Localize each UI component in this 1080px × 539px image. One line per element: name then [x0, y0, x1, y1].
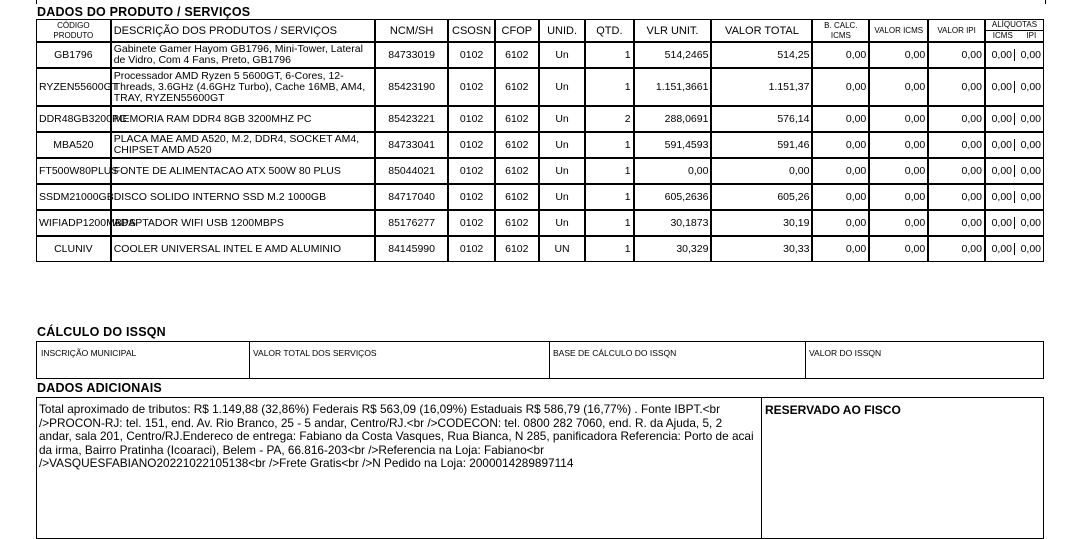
item-qty: 2 — [585, 106, 633, 132]
item-csosn: 0102 — [448, 106, 494, 132]
item-unit: Un — [539, 68, 585, 106]
table-row — [36, 236, 1044, 262]
item-valor-icms: 0,00 — [869, 42, 928, 68]
item-description: Processador AMD Ryzen 5 5600GT, 6-Cores, 12-Threads, 3.6GHz (4.6GHz Turbo), Cache 16MB, AM4, TRAY, RYZEN55600GT — [111, 68, 375, 106]
item-csosn: 0102 — [448, 42, 494, 68]
products-table — [36, 19, 1044, 262]
header-cfop: CFOP — [495, 19, 539, 42]
item-unit-price: 605,2636 — [634, 184, 712, 210]
item-valor-ipi: 0,00 — [928, 106, 985, 132]
item-unit: Un — [539, 158, 585, 184]
item-aliq-icms: 0,00 — [986, 191, 1015, 203]
table-row — [36, 184, 1044, 210]
adicionais-text: Total aproximado de tributos: R$ 1.149,88 (32,86%) Federais R$ 563,09 (16,09%) Estaduais R$ 586,79 (16,77%) . Fonte IBPT.<br />PROCON-RJ: tel. 151, end. Av. Rio Branco, 25 - 5 andar, Centro/RJ.<br />CODECON: tel. 0800 282 7060, end. R. da Ajuda, 5, 2 andar, sala 201, Centro/RJ.Endereco de entrega: Fabiano da Costa Vasques, Rua Bianca, N 285, panificadora Referencia: Porto de acai da irma, Bairro Pratinha (Icoaraci), Belem - PA, 66.816-203<br />Referencia na Loja: Fabiano<br />VASQUESFABIANO20221022105138<br />Frete Gratis<br />N Pedido na Loja: 2000014289897114 — [39, 402, 754, 471]
item-aliq-ipi: 0,00 — [1020, 217, 1042, 229]
item-aliq-ipi: 0,00 — [1020, 49, 1042, 61]
item-bcalc-icms: 0,00 — [812, 132, 869, 158]
reservado-fisco-label: RESERVADO AO FISCO — [765, 403, 901, 417]
header-aliq-icms: ICMS — [992, 31, 1013, 40]
section-title-products: DADOS DO PRODUTO / SERVIÇOS — [37, 5, 251, 19]
item-unit-price: 514,2465 — [634, 42, 712, 68]
item-valor-ipi: 0,00 — [928, 132, 985, 158]
item-total: 30,33 — [711, 236, 812, 262]
item-description: COOLER UNIVERSAL INTEL E AMD ALUMINIO — [111, 236, 375, 262]
item-valor-icms: 0,00 — [869, 210, 928, 236]
item-description: PLACA MAE AMD A520, M.2, DDR4, SOCKET AM4, CHIPSET AMD A520 — [111, 132, 375, 158]
item-code: CLUNIV — [36, 236, 111, 262]
item-unit-price: 30,1873 — [634, 210, 712, 236]
item-ncm: 84733019 — [375, 42, 449, 68]
item-aliquotas — [985, 106, 1044, 132]
item-description: ADAPTADOR WIFI USB 1200MBPS — [111, 210, 375, 236]
item-aliq-icms: 0,00 — [986, 139, 1015, 151]
issqn-inscricao-label: INSCRIÇÃO MUNICIPAL — [41, 348, 137, 358]
item-total: 1.151,37 — [711, 68, 812, 106]
header-bcalc-icms: B. CALC. ICMS — [812, 19, 869, 42]
item-aliquotas — [985, 42, 1044, 68]
item-code: MBA520 — [36, 132, 111, 158]
header-valor-ipi: VALOR IPI — [928, 19, 985, 42]
item-total: 30,19 — [711, 210, 812, 236]
item-qty: 1 — [585, 184, 633, 210]
header-valor-total: VALOR TOTAL — [711, 19, 812, 42]
products-table-body — [36, 42, 1044, 262]
item-description: Gabinete Gamer Hayom GB1796, Mini-Tower, Lateral de Vidro, Com 4 Fans, Preto, GB1796 — [111, 42, 375, 68]
item-bcalc-icms: 0,00 — [812, 184, 869, 210]
item-unit-price: 0,00 — [634, 158, 712, 184]
item-bcalc-icms: 0,00 — [812, 68, 869, 106]
item-unit: Un — [539, 106, 585, 132]
item-unit: Un — [539, 42, 585, 68]
table-row — [36, 42, 1044, 68]
item-description: FONTE DE ALIMENTACAO ATX 500W 80 PLUS — [111, 158, 375, 184]
item-ncm: 84717040 — [375, 184, 449, 210]
item-aliq-icms: 0,00 — [986, 165, 1015, 177]
item-qty: 1 — [585, 158, 633, 184]
header-qtd: QTD. — [585, 19, 633, 42]
item-valor-icms: 0,00 — [869, 184, 928, 210]
item-unit-price: 288,0691 — [634, 106, 712, 132]
item-cfop: 6102 — [495, 132, 539, 158]
item-aliq-icms: 0,00 — [986, 113, 1015, 125]
item-csosn: 0102 — [448, 210, 494, 236]
item-aliquotas — [985, 132, 1044, 158]
item-csosn: 0102 — [448, 68, 494, 106]
item-cfop: 6102 — [495, 236, 539, 262]
item-valor-icms: 0,00 — [869, 236, 928, 262]
header-csosn: CSOSN — [448, 19, 494, 42]
item-valor-ipi: 0,00 — [928, 158, 985, 184]
item-qty: 1 — [585, 132, 633, 158]
item-aliq-ipi: 0,00 — [1020, 139, 1042, 151]
item-cfop: 6102 — [495, 210, 539, 236]
item-valor-ipi: 0,00 — [928, 68, 985, 106]
item-valor-icms: 0,00 — [869, 158, 928, 184]
item-code: RYZEN55600GT — [36, 68, 111, 106]
top-border-continuation — [36, 0, 1046, 4]
item-unit-price: 30,329 — [634, 236, 712, 262]
item-unit: Un — [539, 184, 585, 210]
section-title-issqn: CÁLCULO DO ISSQN — [37, 325, 166, 339]
item-ncm: 84733041 — [375, 132, 449, 158]
item-valor-icms: 0,00 — [869, 106, 928, 132]
item-cfop: 6102 — [495, 158, 539, 184]
item-cfop: 6102 — [495, 42, 539, 68]
header-valor-icms: VALOR ICMS — [869, 19, 928, 42]
item-description: DISCO SOLIDO INTERNO SSD M.2 1000GB — [111, 184, 375, 210]
item-csosn: 0102 — [448, 158, 494, 184]
header-aliquotas-label: ALÍQUOTAS — [991, 20, 1038, 29]
header-aliquotas — [985, 19, 1044, 42]
item-valor-ipi: 0,00 — [928, 236, 985, 262]
issqn-box — [36, 341, 1044, 379]
item-aliquotas — [985, 210, 1044, 236]
header-ncm: NCM/SH — [375, 19, 449, 42]
item-valor-ipi: 0,00 — [928, 184, 985, 210]
item-aliq-ipi: 0,00 — [1020, 81, 1042, 93]
item-total: 514,25 — [711, 42, 812, 68]
item-bcalc-icms: 0,00 — [812, 106, 869, 132]
item-ncm: 85423190 — [375, 68, 449, 106]
item-valor-ipi: 0,00 — [928, 210, 985, 236]
issqn-base-calculo-label: BASE DE CÁLCULO DO ISSQN — [553, 348, 677, 358]
issqn-valor-servicos-label: VALOR TOTAL DOS SERVIÇOS — [253, 348, 377, 358]
item-aliq-icms: 0,00 — [986, 49, 1015, 61]
item-aliquotas — [985, 68, 1044, 106]
item-total: 591,46 — [711, 132, 812, 158]
table-row — [36, 106, 1044, 132]
item-total: 605,26 — [711, 184, 812, 210]
item-qty: 1 — [585, 236, 633, 262]
item-bcalc-icms: 0,00 — [812, 210, 869, 236]
item-ncm: 85176277 — [375, 210, 449, 236]
item-csosn: 0102 — [448, 132, 494, 158]
item-description: MEMORIA RAM DDR4 8GB 3200MHZ PC — [111, 106, 375, 132]
item-bcalc-icms: 0,00 — [812, 158, 869, 184]
item-qty: 1 — [585, 42, 633, 68]
item-cfop: 6102 — [495, 106, 539, 132]
item-cfop: 6102 — [495, 184, 539, 210]
item-qty: 1 — [585, 210, 633, 236]
table-row — [36, 210, 1044, 236]
item-code: WIFIADP1200MBPS — [36, 210, 111, 236]
item-ncm: 85423221 — [375, 106, 449, 132]
item-unit: Un — [539, 210, 585, 236]
item-csosn: 0102 — [448, 184, 494, 210]
item-valor-icms: 0,00 — [869, 68, 928, 106]
issqn-valor-label: VALOR DO ISSQN — [809, 348, 882, 358]
item-unit-price: 591,4593 — [634, 132, 712, 158]
item-ncm: 84145990 — [375, 236, 449, 262]
item-cfop: 6102 — [495, 68, 539, 106]
item-unit-price: 1.151,3661 — [634, 68, 712, 106]
item-aliq-icms: 0,00 — [986, 81, 1015, 93]
item-aliq-ipi: 0,00 — [1020, 243, 1042, 255]
table-row — [36, 158, 1044, 184]
item-bcalc-icms: 0,00 — [812, 42, 869, 68]
item-ncm: 85044021 — [375, 158, 449, 184]
item-csosn: 0102 — [448, 236, 494, 262]
item-aliq-ipi: 0,00 — [1020, 191, 1042, 203]
item-aliquotas — [985, 158, 1044, 184]
item-bcalc-icms: 0,00 — [812, 236, 869, 262]
item-code: FT500W80PLUS — [36, 158, 111, 184]
item-aliq-ipi: 0,00 — [1020, 113, 1042, 125]
item-valor-ipi: 0,00 — [928, 42, 985, 68]
item-code: SSDM21000GB — [36, 184, 111, 210]
header-aliq-ipi: IPI — [1026, 31, 1037, 40]
item-qty: 1 — [585, 68, 633, 106]
section-title-adicionais: DADOS ADICIONAIS — [37, 381, 162, 395]
item-aliq-icms: 0,00 — [986, 217, 1015, 229]
header-descricao: DESCRIÇÃO DOS PRODUTOS / SERVIÇOS — [111, 19, 375, 42]
item-aliq-ipi: 0,00 — [1020, 165, 1042, 177]
table-row — [36, 132, 1044, 158]
item-code: DDR48GB3200PC — [36, 106, 111, 132]
item-aliquotas — [985, 236, 1044, 262]
item-aliq-icms: 0,00 — [986, 243, 1015, 255]
table-row — [36, 68, 1044, 106]
item-total: 576,14 — [711, 106, 812, 132]
item-unit: Un — [539, 132, 585, 158]
item-code: GB1796 — [36, 42, 111, 68]
header-codigo: CÓDIGO PRODUTO — [36, 19, 111, 42]
item-aliquotas — [985, 184, 1044, 210]
item-unit: UN — [539, 236, 585, 262]
header-unid: UNID. — [539, 19, 585, 42]
header-vlr-unit: VLR UNIT. — [634, 19, 712, 42]
item-valor-icms: 0,00 — [869, 132, 928, 158]
item-total: 0,00 — [711, 158, 812, 184]
